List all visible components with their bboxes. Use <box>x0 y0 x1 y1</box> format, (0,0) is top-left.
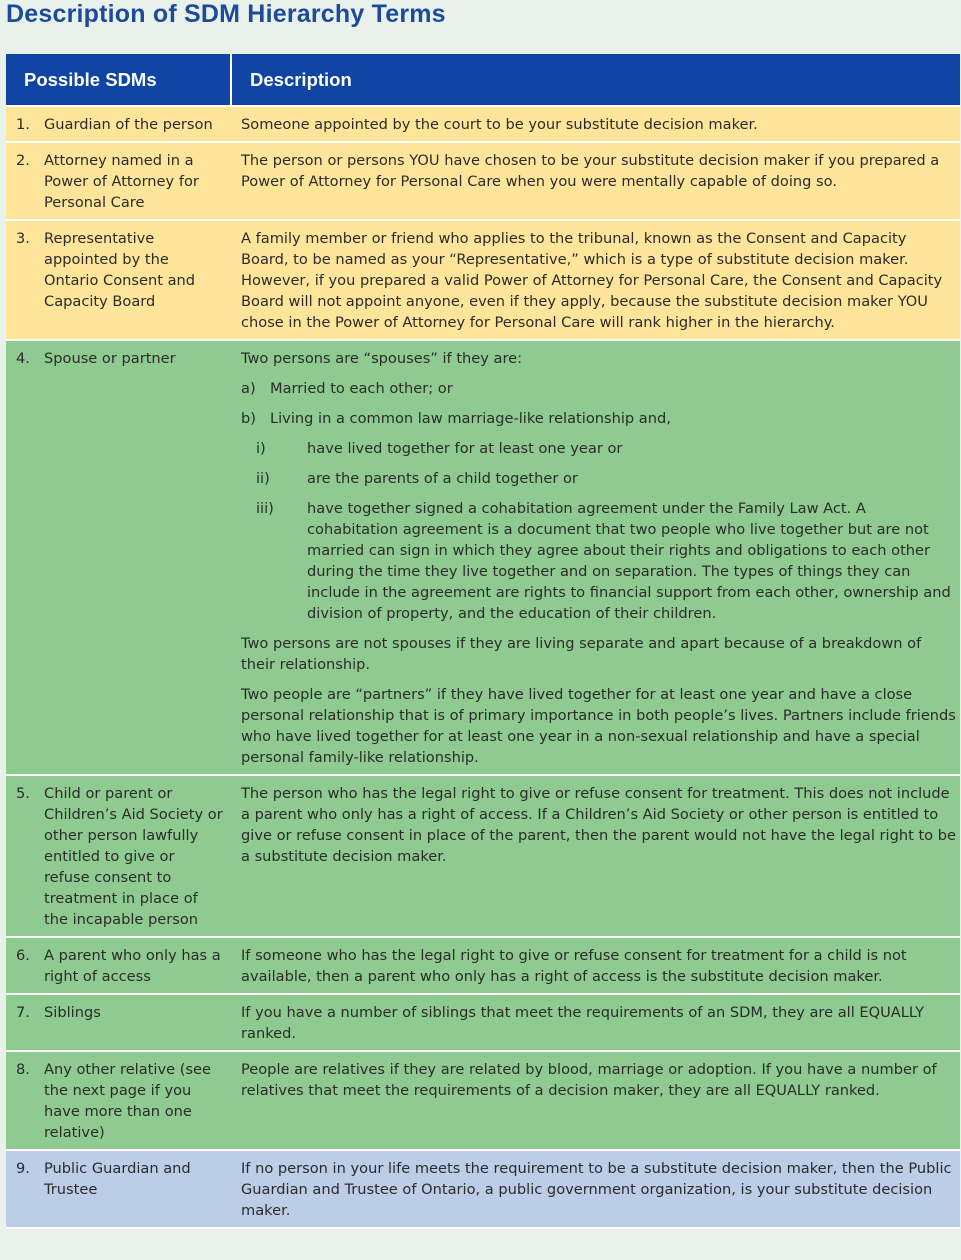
list-item <box>241 408 956 429</box>
list-text: Living in a common law marriage-like relationship and, <box>270 410 671 427</box>
list-marker: a) <box>241 380 256 397</box>
sub-list-item <box>241 468 956 489</box>
description-cell <box>232 341 960 776</box>
column-header-description: Description <box>232 54 960 107</box>
sdm-label: Spouse or partner <box>44 350 176 367</box>
sdm-label: Any other relative (see the next page if you have more than one relative) <box>44 1061 211 1141</box>
row-number: 7. <box>16 1004 30 1021</box>
sdm-label: Siblings <box>44 1004 101 1021</box>
row-number: 3. <box>16 230 30 247</box>
column-header-possible-sdms: Possible SDMs <box>6 54 232 107</box>
page-title: Description of SDM Hierarchy Terms <box>6 0 446 28</box>
list-item <box>241 378 956 399</box>
sdm-label: Attorney named in a Power of Attorney for Personal Care <box>44 152 199 211</box>
table-row <box>6 143 960 221</box>
sdm-cell <box>6 143 232 221</box>
description-cell: If someone who has the legal right to give or refuse consent for treatment for a child is not available, then a parent who only has a right of access is the substitute decision maker. <box>232 938 960 995</box>
row-number: 4. <box>16 350 30 367</box>
sdm-cell <box>6 107 232 143</box>
description-cell: If no person in your life meets the requirement to be a substitute decision maker, then the Public Guardian and Trustee of Ontario, a public government organization, is your substitute decision maker. <box>232 1151 960 1229</box>
list-marker: iii) <box>256 500 274 517</box>
description-cell: The person who has the legal right to give or refuse consent for treatment. This does not include a parent who only has a right of access. If a Children’s Aid Society or other person is entitled to give or refuse consent in place of the parent, then the parent would not have the legal right to be a substitute decision maker. <box>232 776 960 938</box>
table-row <box>6 1052 960 1151</box>
description-cell: People are relatives if they are related by blood, marriage or adoption. If you have a number of relatives that meet the requirements of a decision maker, they are all EQUALLY ranked. <box>232 1052 960 1151</box>
not-spouses-paragraph: Two persons are not spouses if they are living separate and apart because of a breakdown of their relationship. <box>241 635 922 673</box>
list-text: are the parents of a child together or <box>307 470 578 487</box>
sdm-cell <box>6 1151 232 1229</box>
sdm-cell <box>6 221 232 341</box>
table-row <box>6 1151 960 1229</box>
sdm-cell <box>6 1052 232 1151</box>
table-row <box>6 938 960 995</box>
sub-list-item <box>241 498 956 624</box>
list-marker: b) <box>241 410 256 427</box>
row-number: 8. <box>16 1061 30 1078</box>
list-marker: i) <box>256 440 266 457</box>
description-cell: A family member or friend who applies to the tribunal, known as the Consent and Capacity Board, to be named as your “Representative,” which is a type of substitute decision maker. However, if you prepared a valid Power of Attorney for Personal Care, the Consent and Capacity Board will not appoint anyone, even if they apply, because the substitute decision maker YOU chose in the Power of Attorney for Personal Care will rank higher in the hierarchy. <box>232 221 960 341</box>
sdm-label: Public Guardian and Trustee <box>44 1160 191 1198</box>
list-marker: ii) <box>256 470 270 487</box>
description-cell: Someone appointed by the court to be your substitute decision maker. <box>232 107 960 143</box>
table-row <box>6 221 960 341</box>
sdm-cell <box>6 995 232 1052</box>
list-text: have together signed a cohabitation agreement under the Family Law Act. A cohabitation agreement is a document that two people who live together but are not married can sign in which they agree about their rights and obligations to each other during the time they live together and on separation. The types of things they can include in the agreement are rights to financial support from each other, ownership and division of property, and the education of their children. <box>307 500 951 622</box>
table-row <box>6 776 960 938</box>
list-text: Married to each other; or <box>270 380 453 397</box>
sdm-label: A parent who only has a right of access <box>44 947 221 985</box>
row-number: 6. <box>16 947 30 964</box>
description-cell: The person or persons YOU have chosen to be your substitute decision maker if you prepared a Power of Attorney for Personal Care when you were mentally capable of doing so. <box>232 143 960 221</box>
row-number: 9. <box>16 1160 30 1177</box>
sdm-cell <box>6 341 232 776</box>
list-text: have lived together for at least one year or <box>307 440 623 457</box>
partners-paragraph: Two people are “partners” if they have lived together for at least one year and have a close personal relationship that is of primary importance in both people’s lives. Partners include friends who have lived together for at least one year in a non-sexual relationship and have a special personal family-like relationship. <box>241 686 956 766</box>
description-cell: If you have a number of siblings that meet the requirements of an SDM, they are all EQUALLY ranked. <box>232 995 960 1052</box>
table-row <box>6 995 960 1052</box>
sdm-label: Child or parent or Children’s Aid Society or other person lawfully entitled to give or refuse consent to treatment in place of the incapable person <box>44 785 223 928</box>
sdm-hierarchy-table <box>6 54 960 1229</box>
row-number: 2. <box>16 152 30 169</box>
sub-list-item <box>241 438 956 459</box>
spouses-intro: Two persons are “spouses” if they are: <box>241 350 523 367</box>
row-number: 5. <box>16 785 30 802</box>
table-row <box>6 341 960 776</box>
table-header-row <box>6 54 960 107</box>
sdm-cell <box>6 776 232 938</box>
sdm-label: Representative appointed by the Ontario Consent and Capacity Board <box>44 230 196 310</box>
sdm-label: Guardian of the person <box>44 116 213 133</box>
sdm-cell <box>6 938 232 995</box>
table-row <box>6 107 960 143</box>
row-number: 1. <box>16 116 30 133</box>
